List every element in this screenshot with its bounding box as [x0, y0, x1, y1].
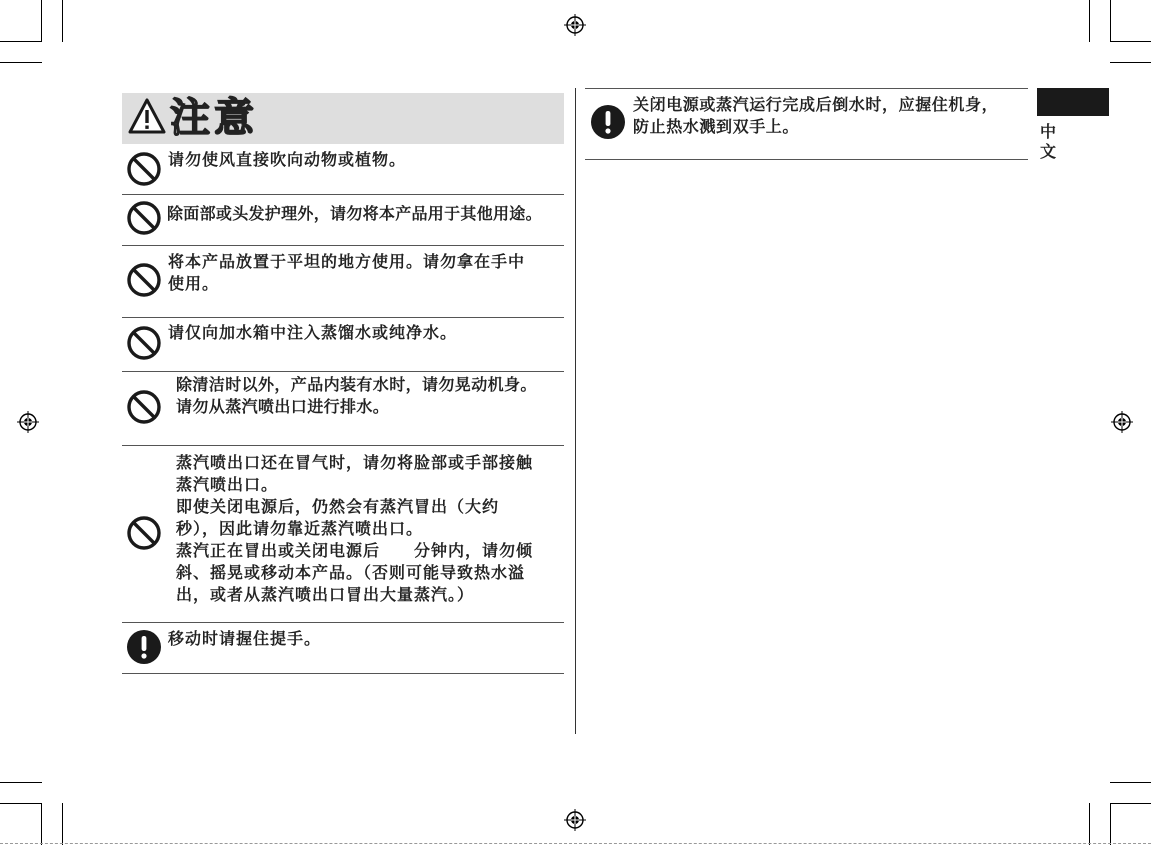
- crop-mark: [62, 0, 63, 42]
- crop-mark: [0, 782, 42, 783]
- divider: [122, 371, 564, 372]
- item-text-line: 移动时请握住提手。: [168, 629, 322, 648]
- crop-mark: [0, 41, 42, 42]
- prohibition-icon: [126, 262, 162, 298]
- prohibition-icon: [126, 325, 162, 361]
- item-text-line: 斜、摇晃或移动本产品。（否则可能导致热水溢: [176, 563, 526, 582]
- divider: [585, 159, 1028, 160]
- item-text-line: 将本产品放置于平坦的地方使用。请勿拿在手中: [168, 252, 526, 271]
- crop-mark: [41, 803, 42, 845]
- crop-mark: [41, 0, 42, 42]
- item-text-line: 请仅向加水箱中注入蒸馏水或纯净水。: [168, 323, 458, 342]
- item-text-line: 使用。: [168, 274, 220, 293]
- crop-mark: [1110, 803, 1111, 845]
- warning-triangle-icon: [127, 97, 167, 135]
- item-text-line: 除清洁时以外，产品内装有水时，请勿晃动机身。: [176, 375, 537, 394]
- divider: [585, 88, 1028, 89]
- item-text-line: 请勿从蒸汽喷出口进行排水。: [176, 397, 390, 416]
- divider: [122, 673, 564, 674]
- crop-mark: [1110, 41, 1151, 42]
- divider: [122, 445, 564, 446]
- crop-mark: [62, 803, 63, 845]
- divider: [122, 622, 564, 623]
- crop-mark: [0, 62, 42, 63]
- item-text-line: 请勿使风直接吹向动物或植物。: [168, 150, 407, 169]
- registration-mark-icon: [564, 809, 586, 831]
- language-label: 中文: [1040, 122, 1057, 161]
- registration-mark-icon: [17, 411, 39, 433]
- divider: [122, 194, 564, 195]
- item-text-line: 关闭电源或蒸汽运行完成后倒水时，应握住机身，: [633, 95, 999, 114]
- cut-line: [0, 843, 1151, 844]
- item-text-line: 秒），因此请勿靠近蒸汽喷出口。: [176, 519, 424, 538]
- crop-mark: [1089, 803, 1090, 845]
- language-tab: [1037, 88, 1109, 116]
- item-text-line: 除面部或头发护理外，请勿将本产品用于其他用途。: [167, 204, 542, 223]
- crop-mark: [1089, 0, 1090, 42]
- crop-mark: [1110, 62, 1151, 63]
- prohibition-icon: [126, 389, 162, 425]
- crop-mark: [1110, 803, 1151, 804]
- registration-mark-icon: [564, 14, 586, 36]
- prohibition-icon: [126, 515, 162, 551]
- item-text-line: 即使关闭电源后，仍然会有蒸汽冒出（大约: [176, 497, 500, 516]
- item-text-line: 蒸汽正在冒出或关闭电源后 分钟内，请勿倾: [176, 541, 534, 560]
- crop-mark: [0, 803, 42, 804]
- caution-title: 注意: [170, 95, 258, 141]
- crop-mark: [1110, 0, 1111, 42]
- prohibition-icon: [126, 151, 162, 187]
- caution-header: [122, 93, 564, 144]
- mandatory-icon: [590, 104, 626, 140]
- item-text-line: 出，或者从蒸汽喷出口冒出大量蒸汽。）: [176, 585, 475, 604]
- item-text-line: 蒸汽喷出口还在冒气时，请勿将脸部或手部接触: [176, 453, 534, 472]
- prohibition-icon: [126, 200, 162, 236]
- item-text-line: 防止热水溅到双手上。: [633, 117, 800, 136]
- divider: [122, 317, 564, 318]
- registration-mark-icon: [1111, 411, 1133, 433]
- mandatory-icon: [126, 629, 162, 665]
- divider: [122, 245, 564, 246]
- column-separator: [575, 88, 576, 734]
- item-text-line: 蒸汽喷出口。: [176, 475, 279, 494]
- crop-mark: [1110, 782, 1151, 783]
